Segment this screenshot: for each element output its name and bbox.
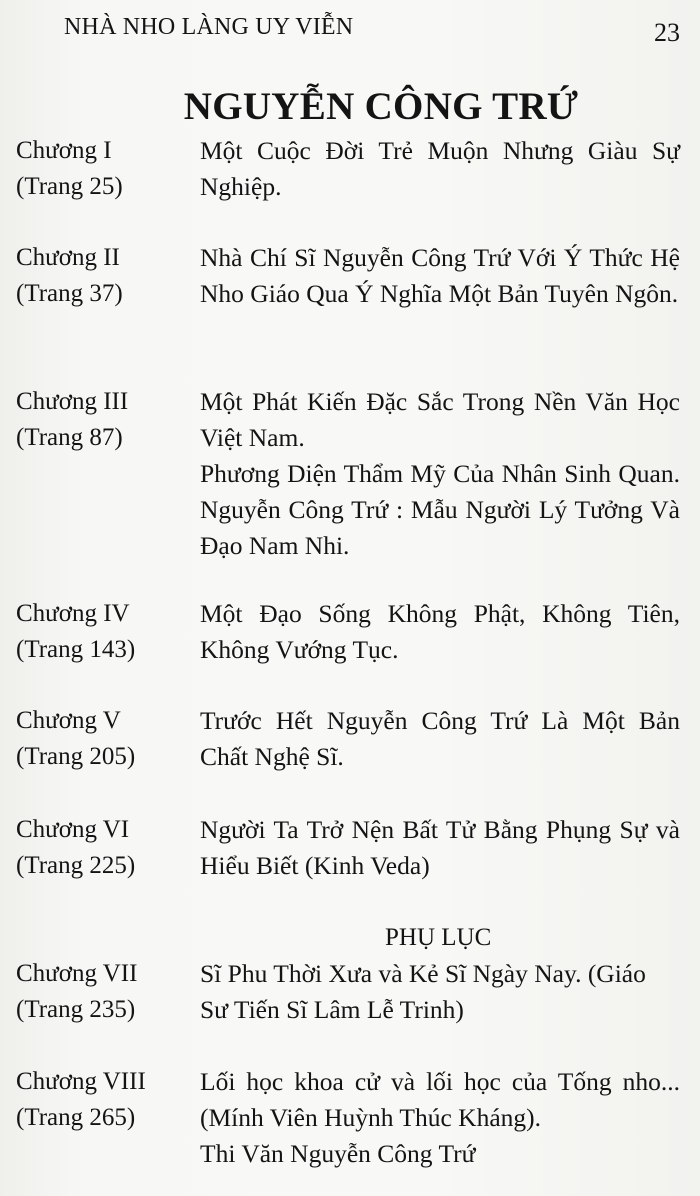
chapter-title: Lối học khoa cử và lối học của Tống nho... (Mính Viên Huỳnh Thúc Kháng). bbox=[200, 1067, 680, 1132]
chapter-label: Chương I bbox=[16, 137, 112, 164]
chapter-page: (Trang 225) bbox=[16, 852, 136, 879]
chapter-page: (Trang 37) bbox=[16, 280, 123, 307]
running-title: NHÀ NHO LÀNG UY VIỄN bbox=[64, 14, 354, 40]
chapter-page: (Trang 25) bbox=[16, 173, 123, 200]
chapter-title: Một Đạo Sống Không Phật, Không Tiên, Không Vướng Tục. bbox=[200, 599, 680, 664]
chapter-label: Chương II bbox=[16, 244, 120, 271]
chapter-title: Trước Hết Nguyễn Công Trứ Là Một Bản Chất Nghệ Sĩ. bbox=[200, 706, 680, 771]
chapter-label: Chương IV bbox=[16, 600, 130, 627]
chapter-title: Một Cuộc Đời Trẻ Muộn Nhưng Giàu Sự Nghiệp. bbox=[200, 136, 680, 201]
chapter-title: Người Ta Trở Nện Bất Tử Bằng Phụng Sự và Hiểu Biết (Kinh Veda) bbox=[200, 815, 680, 880]
chapter-label: Chương VIII bbox=[16, 1068, 146, 1095]
chapter-label: Chương III bbox=[16, 388, 129, 415]
chapter-page: (Trang 205) bbox=[16, 743, 136, 770]
chapter-subtitle: Phương Diện Thẩm Mỹ Của Nhân Sinh Quan. Nguyễn Công Trứ : Mẫu Người Lý Tưởng Và Đạo Nam Nhi. bbox=[200, 459, 680, 560]
appendix-heading: PHỤ LỤC bbox=[385, 924, 492, 951]
page-number: 23 bbox=[654, 18, 680, 47]
chapter-subtitle: Thi Văn Nguyễn Công Trứ bbox=[200, 1139, 476, 1168]
chapter-page: (Trang 143) bbox=[16, 636, 136, 663]
chapter-label: Chương VII bbox=[16, 960, 138, 987]
chapter-title: Một Phát Kiến Đặc Sắc Trong Nền Văn Học Việt Nam. bbox=[200, 387, 680, 452]
chapter-title: Sĩ Phu Thời Xưa và Kẻ Sĩ Ngày Nay. (Giáo Sư Tiến Sĩ Lâm Lễ Trinh) bbox=[200, 959, 646, 1024]
chapter-page: (Trang 265) bbox=[16, 1104, 136, 1131]
chapter-title: Nhà Chí Sĩ Nguyễn Công Trứ Với Ý Thức Hệ Nho Giáo Qua Ý Nghĩa Một Bản Tuyên Ngôn. bbox=[200, 243, 680, 308]
chapter-page: (Trang 87) bbox=[16, 424, 123, 451]
page-title: NGUYỄN CÔNG TRỨ bbox=[183, 85, 579, 128]
chapter-label: Chương V bbox=[16, 707, 121, 734]
chapter-label: Chương VI bbox=[16, 816, 130, 843]
chapter-page: (Trang 235) bbox=[16, 996, 136, 1023]
